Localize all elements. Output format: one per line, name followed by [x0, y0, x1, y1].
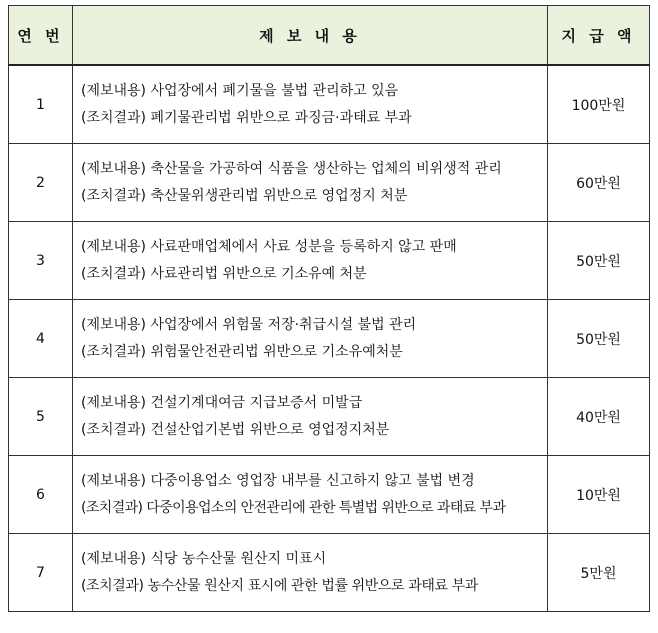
report-text: (제보내용) 사업장에서 위험물 저장·취급시설 불법 관리 — [81, 316, 417, 333]
row-number: 6 — [9, 456, 73, 534]
row-number: 3 — [9, 222, 73, 300]
row-amount: 40만원 — [548, 378, 650, 456]
row-number: 4 — [9, 300, 73, 378]
report-text: (제보내용) 다중이용업소 영업장 내부를 신고하지 않고 불법 변경 — [81, 472, 475, 489]
result-text: (조치결과) 축산물위생관리법 위반으로 영업정지 처분 — [81, 187, 408, 204]
table-row — [9, 65, 650, 144]
row-amount: 10만원 — [548, 456, 650, 534]
result-text: (조치결과) 폐기물관리법 위반으로 과징금·과태료 부과 — [81, 109, 412, 126]
row-number: 2 — [9, 144, 73, 222]
header-amount: 지 급 액 — [548, 6, 650, 66]
row-content — [73, 222, 548, 300]
result-text: (조치결과) 사료관리법 위반으로 기소유예 처분 — [81, 265, 367, 282]
table-row — [9, 534, 650, 612]
row-content — [73, 65, 548, 144]
table-row — [9, 456, 650, 534]
row-amount: 60만원 — [548, 144, 650, 222]
result-text: (조치결과) 위험물안전관리법 위반으로 기소유예처분 — [81, 343, 403, 360]
table-header-row — [9, 6, 650, 66]
table-row — [9, 144, 650, 222]
row-number: 1 — [9, 65, 73, 144]
reward-table-container — [8, 5, 649, 612]
report-text: (제보내용) 사업장에서 폐기물을 불법 관리하고 있음 — [81, 82, 399, 99]
row-content — [73, 378, 548, 456]
row-content — [73, 300, 548, 378]
result-text: (조치결과) 다중이용업소의 안전관리에 관한 특별법 위반으로 과태료 부과 — [81, 499, 506, 516]
row-number: 5 — [9, 378, 73, 456]
header-content: 제 보 내 용 — [73, 6, 548, 66]
row-content — [73, 534, 548, 612]
header-no: 연 번 — [9, 6, 73, 66]
reward-table — [8, 5, 650, 612]
row-content — [73, 456, 548, 534]
row-number: 7 — [9, 534, 73, 612]
table-row — [9, 222, 650, 300]
row-amount: 50만원 — [548, 222, 650, 300]
report-text: (제보내용) 축산물을 가공하여 식품을 생산하는 업체의 비위생적 관리 — [81, 160, 502, 177]
row-amount: 5만원 — [548, 534, 650, 612]
table-row — [9, 378, 650, 456]
row-amount: 50만원 — [548, 300, 650, 378]
report-text: (제보내용) 건설기계대여금 지급보증서 미발급 — [81, 394, 363, 411]
row-content — [73, 144, 548, 222]
result-text: (조치결과) 농수산물 원산지 표시에 관한 법률 위반으로 과태료 부과 — [81, 577, 478, 594]
report-text: (제보내용) 사료판매업체에서 사료 성분을 등록하지 않고 판매 — [81, 238, 457, 255]
result-text: (조치결과) 건설산업기본법 위반으로 영업정지처분 — [81, 421, 390, 438]
row-amount: 100만원 — [548, 65, 650, 144]
report-text: (제보내용) 식당 농수산물 원산지 미표시 — [81, 550, 327, 567]
table-row — [9, 300, 650, 378]
